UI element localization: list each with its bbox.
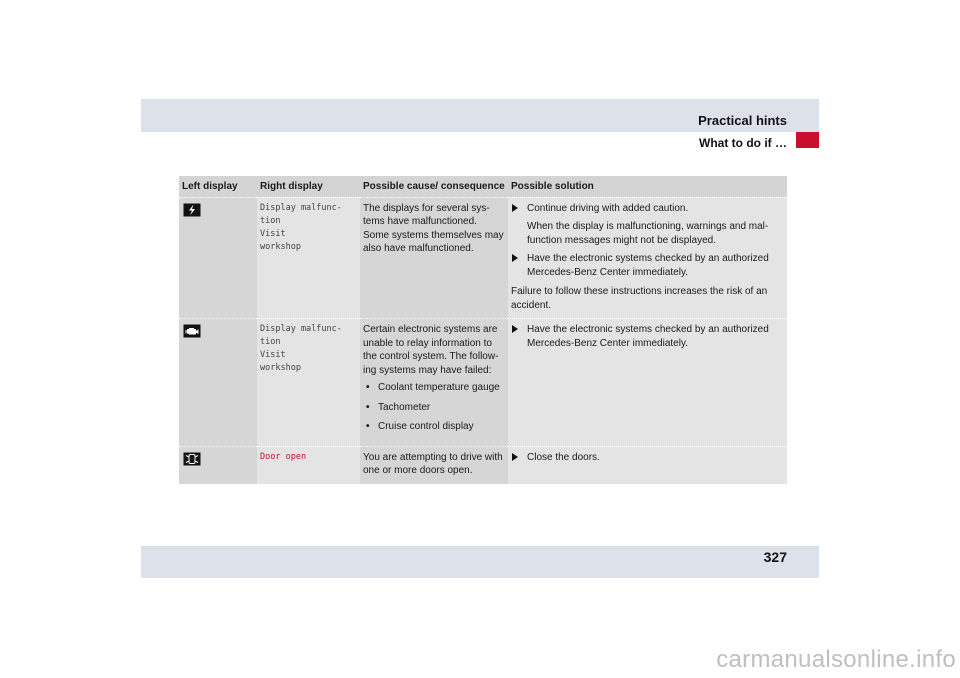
- left-display-cell: [179, 197, 257, 319]
- right-display-cell: Door open: [257, 446, 360, 484]
- table-row: [179, 197, 787, 319]
- display-messages-table: [179, 176, 787, 484]
- section-title: Practical hints: [698, 113, 787, 128]
- solution-cell: [508, 197, 787, 319]
- table-row: [179, 319, 787, 447]
- solution-step: Have the electronic systems checked by an authorized Mercedes-Benz Center immediately.: [511, 252, 784, 279]
- table-header-row: [179, 176, 787, 197]
- solution-cell: [508, 446, 787, 484]
- arrow-icon: [512, 254, 518, 262]
- solution-step: Continue driving with added caution.: [511, 202, 784, 216]
- list-item: • Cruise control display: [363, 420, 505, 434]
- car-door-icon: [183, 452, 201, 466]
- column-header: Possible cause/ consequence: [360, 176, 508, 197]
- subsection-title: What to do if …: [699, 136, 787, 150]
- right-display-cell: Display malfunc- tion Visit workshop: [257, 319, 360, 447]
- right-display-cell: Display malfunc- tion Visit workshop: [257, 197, 360, 319]
- solution-cell: [508, 319, 787, 447]
- column-header: Right display: [257, 176, 360, 197]
- failed-systems-list: [363, 381, 505, 434]
- engine-icon: [183, 324, 201, 338]
- left-display-cell: [179, 446, 257, 484]
- list-item: • Coolant temperature gauge: [363, 381, 505, 395]
- solution-step: Have the electronic systems checked by an authorized Mercedes-Benz Center immediately.: [511, 323, 784, 350]
- cause-cell: Certain electronic systems are unable to relay information to the control system. The follow-ing systems may have failed: • Coolant temperature gauge • Tachometer • Cruise control display: [360, 319, 508, 447]
- solution-step: Close the doors.: [511, 451, 784, 465]
- section-marker: [796, 132, 819, 148]
- column-header: Possible solution: [508, 176, 787, 197]
- table-row: [179, 446, 787, 484]
- left-display-cell: [179, 319, 257, 447]
- arrow-icon: [512, 325, 518, 333]
- page-number: 327: [763, 549, 787, 565]
- column-header: Left display: [179, 176, 257, 197]
- watermark: carmanualsonline.info: [716, 646, 956, 673]
- arrow-icon: [512, 204, 518, 212]
- list-item: • Tachometer: [363, 401, 505, 415]
- warning-text: Failure to follow these instructions increases the risk of an accident.: [511, 286, 768, 311]
- cause-cell: The displays for several sys-tems have malfunctioned. Some systems themselves may also have malfunctioned.: [360, 197, 508, 319]
- arrow-icon: [512, 453, 518, 461]
- cause-cell: You are attempting to drive with one or more doors open.: [360, 446, 508, 484]
- lightning-icon: [183, 203, 201, 217]
- solution-note: When the display is malfunctioning, warnings and mal-function messages might not be displayed.: [527, 221, 769, 246]
- footer-band: [141, 546, 819, 578]
